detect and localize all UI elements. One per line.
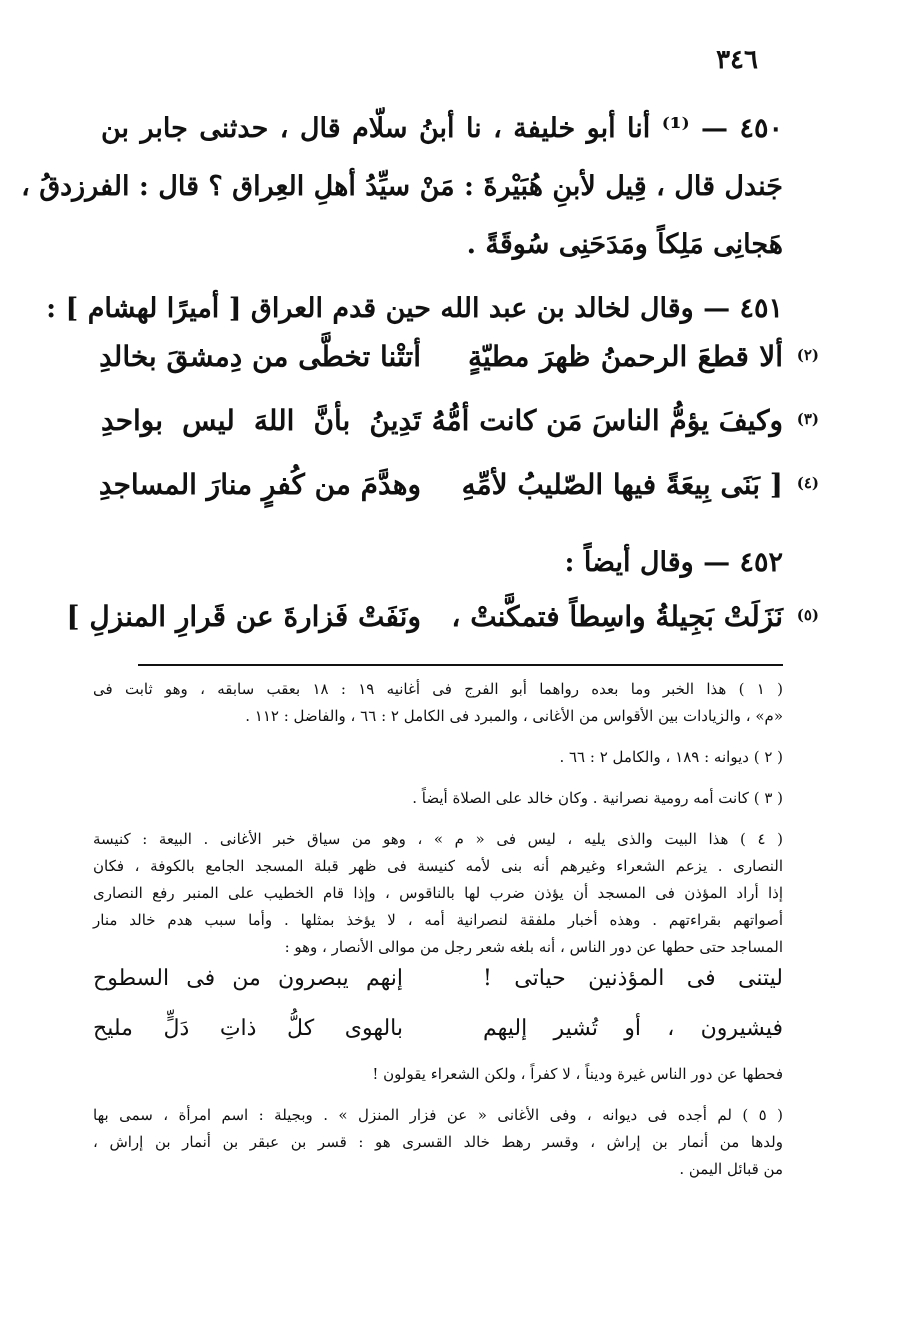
verse-second-hemistich: ونَفَتْ فَزارةَ عن قَرارِ المنزلِ ] [66, 600, 421, 633]
footnote-3 [93, 785, 783, 812]
footnote-line: أصواتهم بقراءتهم . وهذه أخبار ملفقة لنصرانية أمه ، لا يؤخذ بمثلها . وأما سبب هدم خالد منار [93, 911, 783, 929]
page-number: ٣٤٦ [716, 45, 758, 75]
footnote-line: إذا أراد المؤذن فى المسجد أن يؤذن ضرب لها بالناقوس ، وإذا قام الخطيب على المنبر رفع النصارى [93, 884, 783, 902]
verse-line [98, 468, 819, 530]
verse-second-hemistich: وهدَّمَ من كُفرٍ منارَ المساجدِ [98, 468, 421, 501]
report-452-intro: ٤٥٢ — وقال أيضاً : [564, 547, 783, 578]
verse-second-hemistich: تَدِينُ بأنَّ اللهَ ليس بواحدِ [101, 404, 421, 437]
footnote-line: فحطها عن دور الناس غيرة وديناً ، لا كفراً ، ولكن الشعراء يقولون ! [372, 1065, 783, 1083]
report-450-line-3: هَجانِى مَلِكاً ومَدَحَنِى سُوقَةً . [466, 229, 783, 260]
verse-first-hemistich: ألا قطعَ الرحمنُ ظهرَ مطيّةٍ [468, 340, 783, 373]
footnote-line: «م» ، والزيادات بين الأقواس من الأغانى ، والمبرد فى الكامل ٢ : ٦٦ ، والفاضل : ١١٢ . [245, 707, 783, 725]
footnote-verse [93, 1011, 783, 1061]
report-451-intro: ٤٥١ — وقال لخالد بن عبد الله حين قدم العراق [ أميرًا لهشام ] : [46, 293, 783, 324]
footnote-line: ( ٥ ) لم أجده فى ديوانه ، وفى الأغانى « عن فزار المنزل » . وبجيلة : اسم امرأة ، سمى بها [93, 1106, 783, 1124]
verse-first-hemistich: [ بَنَى بِيعَةً فيها الصّليبُ لأمِّهِ [461, 468, 783, 501]
verse-line [99, 340, 819, 402]
footnotes [93, 676, 783, 1183]
footnote-line: النصارى . يزعم الشعراء وغيرهم أنه بنى لأمه كنيسة فى ظهر قبلة المسجد الجامع بالكوفة ، فكان [93, 857, 783, 875]
footnote-marker: (٥) [796, 606, 819, 624]
footnote-line: من قبائل اليمن . [679, 1160, 783, 1178]
footnote-line: ( ٣ ) كانت أمه رومية نصرانية . وكان خالد على الصلاة أيضاً . [412, 789, 783, 807]
verse-first-hemistich: فيشيرون ، أو تُشير إليهم [483, 1016, 783, 1041]
footnote-verse [93, 961, 783, 1011]
footnote-line: ( ١ ) هذا الخبر وما بعده رواهما أبو الفرج فى أغانيه ١٩ : ١٨ بعقب سابقه ، وهو ثابت فى [93, 680, 783, 698]
verse-second-hemistich: أتتْنا تخطَّى من دِمشقَ بخالدِ [99, 340, 421, 373]
verse-second-hemistich: بالهوى كلُّ ذاتِ دَلٍّ مليح [93, 1016, 403, 1041]
verse-first-hemistich: وكيفَ يؤمُّ الناسَ مَن كانت أمُّهُ [431, 404, 783, 437]
footnote-line: المساجد حتى حطها عن دور الناس ، أنه بلغه شعر رجل من موالى الأنصار ، وهو : [284, 938, 783, 956]
verse-line [66, 600, 819, 662]
footnote-2 [93, 744, 783, 771]
footnote-5 [93, 1102, 783, 1183]
footnote-marker: (٣) [796, 410, 819, 428]
verse-first-hemistich: ليتنى فى المؤذنين حياتى ! [483, 966, 783, 991]
footnote-marker: (٢) [796, 346, 819, 364]
verse-second-hemistich: إنهم يبصرون من فى السطوح [93, 966, 403, 991]
footnote-marker: (٤) [796, 474, 819, 492]
footnote-line: ( ٤ ) هذا البيت والذى يليه ، ليس فى « م » ، وهو من سياق خبر الأغانى . البيعة : كنيسة [93, 830, 783, 848]
main-text [21, 100, 819, 662]
footnote-4 [93, 826, 783, 1088]
verse-first-hemistich: نَزَلَتْ بَجِيلةُ واسِطاً فتمكَّنتْ ، [451, 600, 783, 633]
footnote-divider [138, 664, 783, 666]
report-450-line-2: جَندل قال ، قِيل لأبنِ هُبَيْرةَ : مَنْ سيِّدُ أهلِ العِراق ؟ قال : الفرزدقُ ، [21, 171, 783, 202]
footnote-line: ولدها من أنمار بن إراش ، وقسر رهط خالد القسرى هو : قسر بن عبقر بن أنمار بن إراش ، [93, 1133, 783, 1151]
verse-line [101, 404, 819, 466]
footnote-1 [93, 676, 783, 730]
footnote-line: ( ٢ ) ديوانه : ١٨٩ ، والكامل ٢ : ٦٦ . [559, 748, 783, 766]
report-450-line-1: ٤٥٠ — ⁽¹⁾ أنا أبو خليفة ، نا أبنُ سلّام قال ، حدثنى جابر بن [101, 113, 784, 144]
